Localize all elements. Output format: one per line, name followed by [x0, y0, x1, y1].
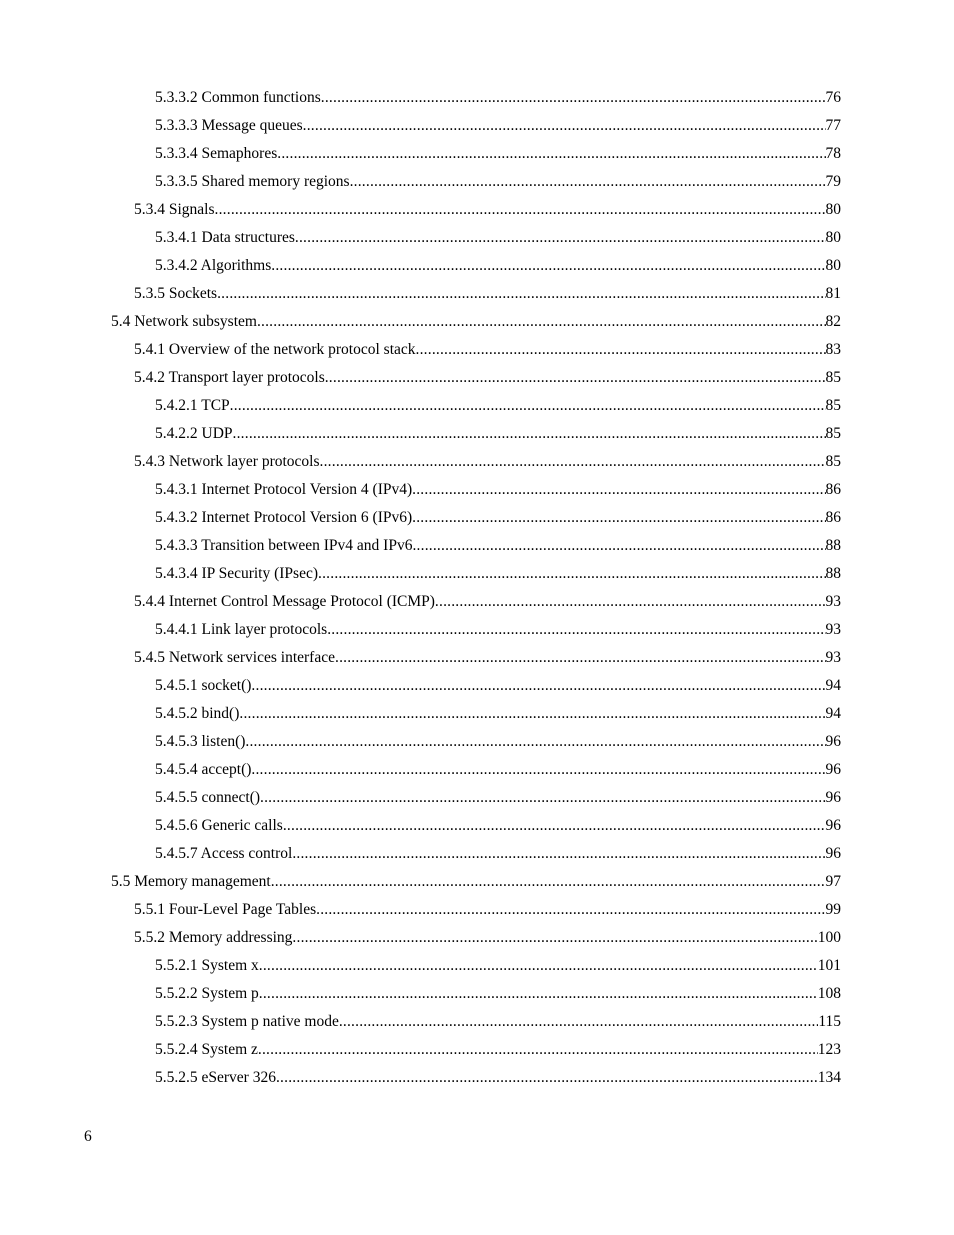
toc-dot-leader: [215, 198, 826, 222]
toc-entry-title: 5.4.3.3 Transition between IPv4 and IPv6: [155, 537, 413, 554]
toc-entry[interactable]: [0, 1062, 954, 1090]
toc-entry[interactable]: [0, 530, 954, 558]
toc-dot-leader: [251, 758, 825, 782]
toc-entry-title: 5.4.5 Network services interface: [134, 649, 335, 666]
toc-dot-leader: [327, 618, 825, 642]
toc-entry[interactable]: [0, 390, 954, 418]
toc-dot-leader: [295, 226, 826, 250]
toc-entry[interactable]: [0, 446, 954, 474]
toc-entry-title: 5.4.2.1 TCP: [155, 397, 230, 414]
toc-dot-leader: [292, 926, 817, 950]
toc-entry[interactable]: [0, 138, 954, 166]
toc-entry-page: 96: [825, 733, 841, 750]
toc-entry[interactable]: [0, 334, 954, 362]
toc-entry-title: 5.4.5.4 accept(): [155, 761, 252, 778]
toc-entry[interactable]: [0, 754, 954, 782]
toc-entry-page: 96: [825, 817, 841, 834]
toc-entry-page: 79: [825, 173, 841, 190]
toc-entry-title: 5.5.2 Memory addressing: [134, 929, 293, 946]
toc-entry-title: 5.4.3.4 IP Security (IPsec): [155, 565, 319, 582]
toc-dot-leader: [318, 562, 825, 586]
toc-entry[interactable]: [0, 782, 954, 810]
toc-dot-leader: [271, 254, 825, 278]
toc-entry-title: 5.3.3.4 Semaphores: [155, 145, 278, 162]
toc-entry-title: 5.5.2.2 System p: [155, 985, 259, 1002]
toc-dot-leader: [339, 1010, 818, 1034]
toc-entry[interactable]: [0, 502, 954, 530]
toc-entry-title: 5.5 Memory management: [111, 873, 271, 890]
toc-entry-title: 5.3.5 Sockets: [134, 285, 218, 302]
toc-dot-leader: [416, 338, 826, 362]
toc-entry[interactable]: [0, 698, 954, 726]
toc-entry-title: 5.3.4 Signals: [134, 201, 215, 218]
toc-entry-title: 5.4.2 Transport layer protocols: [134, 369, 325, 386]
toc-dot-leader: [276, 1066, 818, 1090]
toc-entry[interactable]: [0, 418, 954, 446]
toc-entry-page: 134: [817, 1069, 841, 1086]
toc-entry[interactable]: [0, 670, 954, 698]
toc-dot-leader: [335, 646, 826, 670]
toc-dot-leader: [260, 786, 825, 810]
toc-entry[interactable]: [0, 362, 954, 390]
toc-entry-page: 115: [818, 1013, 841, 1030]
toc-dot-leader: [259, 954, 818, 978]
toc-entry[interactable]: [0, 614, 954, 642]
toc-entry[interactable]: [0, 894, 954, 922]
toc-entry[interactable]: [0, 250, 954, 278]
toc-entry-page: 77: [825, 117, 841, 134]
toc-entry-page: 96: [825, 761, 841, 778]
toc-dot-leader: [350, 170, 826, 194]
toc-entry[interactable]: [0, 110, 954, 138]
toc-dot-leader: [277, 142, 825, 166]
toc-entry-title: 5.3.3.2 Common functions: [155, 89, 321, 106]
toc-entry-title: 5.4.3.2 Internet Protocol Version 6 (IPv6): [155, 509, 413, 526]
toc-entry-title: 5.4.5.6 Generic calls: [155, 817, 283, 834]
toc-entry-title: 5.5.1 Four-Level Page Tables: [134, 901, 317, 918]
toc-entry-page: 94: [825, 677, 841, 694]
toc-entry[interactable]: [0, 642, 954, 670]
toc-entry-page: 85: [825, 453, 841, 470]
toc-entry-title: 5.4.3.1 Internet Protocol Version 4 (IPv4): [155, 481, 413, 498]
toc-dot-leader: [320, 450, 826, 474]
toc-entry-page: 88: [825, 537, 841, 554]
toc-entry-title: 5.4.5.1 socket(): [155, 677, 252, 694]
toc-entry[interactable]: [0, 82, 954, 110]
toc-dot-leader: [230, 394, 826, 418]
toc-dot-leader: [258, 1038, 818, 1062]
toc-entry[interactable]: [0, 558, 954, 586]
toc-entry-page: 99: [825, 901, 841, 918]
toc-dot-leader: [316, 898, 825, 922]
toc-dot-leader: [251, 674, 825, 698]
toc-entry-title: 5.4.5.7 Access control: [155, 845, 293, 862]
toc-entry-title: 5.3.3.3 Message queues: [155, 117, 303, 134]
toc-entry-page: 86: [825, 509, 841, 526]
toc-entry[interactable]: [0, 166, 954, 194]
toc-dot-leader: [292, 842, 825, 866]
toc-entry-page: 85: [825, 397, 841, 414]
toc-entry-page: 86: [825, 481, 841, 498]
toc-entry[interactable]: [0, 922, 954, 950]
toc-entry-page: 76: [825, 89, 841, 106]
toc-dot-leader: [259, 982, 818, 1006]
toc-entry-page: 94: [825, 705, 841, 722]
toc-entry[interactable]: [0, 1006, 954, 1034]
toc-entry-page: 93: [825, 593, 841, 610]
toc-entry-page: 80: [825, 201, 841, 218]
toc-entry-title: 5.5.2.3 System p native mode: [155, 1013, 339, 1030]
toc-dot-leader: [435, 590, 826, 614]
toc-entry[interactable]: [0, 194, 954, 222]
toc-entry-title: 5.3.4.2 Algorithms: [155, 257, 272, 274]
toc-entry-page: 81: [825, 285, 841, 302]
page-number: 6: [84, 1128, 92, 1145]
toc-entry[interactable]: [0, 474, 954, 502]
toc-entry[interactable]: [0, 978, 954, 1006]
toc-dot-leader: [412, 478, 825, 502]
toc-entry-page: 108: [817, 985, 841, 1002]
toc-entry[interactable]: [0, 306, 954, 334]
toc-entry[interactable]: [0, 866, 954, 894]
toc-entry-title: 5.4.3 Network layer protocols: [134, 453, 320, 470]
toc-entry-title: 5.4.2.2 UDP: [155, 425, 233, 442]
toc-entry-title: 5.5.2.1 System x: [155, 957, 259, 974]
toc-dot-leader: [239, 702, 825, 726]
toc-entry[interactable]: [0, 222, 954, 250]
toc-dot-leader: [217, 282, 825, 306]
toc-entry-page: 80: [825, 229, 841, 246]
toc-entry-title: 5.4 Network subsystem: [111, 313, 257, 330]
toc-entry-title: 5.3.3.5 Shared memory regions: [155, 173, 350, 190]
toc-entry-title: 5.4.4.1 Link layer protocols: [155, 621, 328, 638]
toc-entry-page: 80: [825, 257, 841, 274]
toc-entry-page: 88: [825, 565, 841, 582]
toc-dot-leader: [321, 86, 826, 110]
toc-dot-leader: [245, 730, 825, 754]
toc-entry[interactable]: [0, 1034, 954, 1062]
toc-entry-title: 5.4.5.2 bind(): [155, 705, 240, 722]
toc-entry-title: 5.5.2.4 System z: [155, 1041, 258, 1058]
toc-entry[interactable]: [0, 726, 954, 754]
toc-entry[interactable]: [0, 838, 954, 866]
toc-entry-page: 85: [825, 425, 841, 442]
toc-entry-page: 78: [825, 145, 841, 162]
toc-dot-leader: [233, 422, 826, 446]
toc-dot-leader: [283, 814, 826, 838]
toc-entry-title: 5.3.4.1 Data structures: [155, 229, 295, 246]
toc-entry-page: 96: [825, 789, 841, 806]
toc-dot-leader: [303, 114, 826, 138]
table-of-contents: [0, 82, 954, 1090]
toc-entry[interactable]: [0, 810, 954, 838]
toc-dot-leader: [412, 506, 825, 530]
toc-entry[interactable]: [0, 278, 954, 306]
toc-entry-page: 93: [825, 649, 841, 666]
toc-entry-page: 83: [825, 341, 841, 358]
toc-entry-page: 123: [817, 1041, 841, 1058]
toc-entry-title: 5.4.1 Overview of the network protocol stack: [134, 341, 416, 358]
toc-entry-title: 5.4.5.3 listen(): [155, 733, 246, 750]
toc-entry[interactable]: [0, 950, 954, 978]
toc-entry-title: 5.4.5.5 connect(): [155, 789, 261, 806]
toc-dot-leader: [325, 366, 826, 390]
toc-entry-title: 5.5.2.5 eServer 326: [155, 1069, 276, 1086]
toc-dot-leader: [271, 870, 826, 894]
toc-entry-title: 5.4.4 Internet Control Message Protocol (ICMP): [134, 593, 435, 610]
toc-entry[interactable]: [0, 586, 954, 614]
toc-entry-page: 93: [825, 621, 841, 638]
toc-entry-page: 96: [825, 845, 841, 862]
toc-dot-leader: [412, 534, 825, 558]
toc-entry-page: 82: [825, 313, 841, 330]
toc-dot-leader: [257, 310, 826, 334]
toc-entry-page: 100: [817, 929, 841, 946]
toc-entry-page: 101: [817, 957, 841, 974]
toc-entry-page: 85: [825, 369, 841, 386]
toc-entry-page: 97: [825, 873, 841, 890]
